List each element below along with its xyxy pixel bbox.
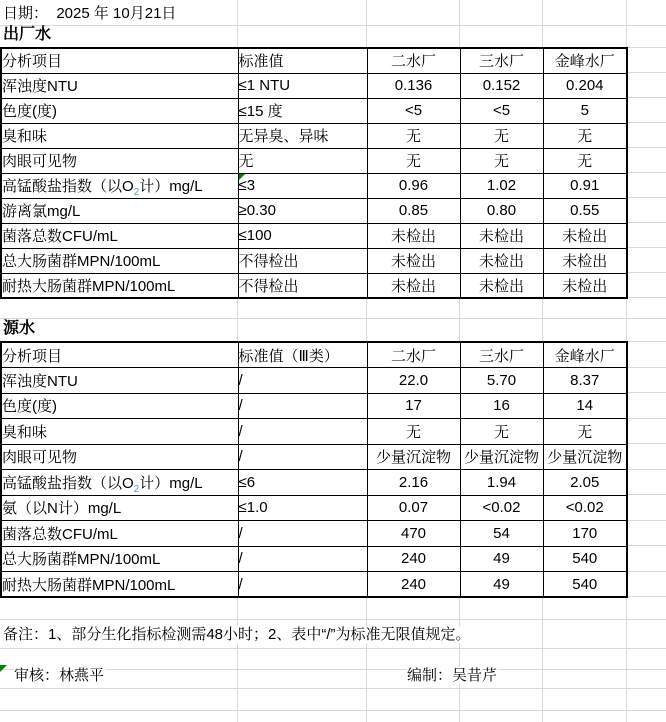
value-cell[interactable]: 240 — [367, 572, 460, 598]
value-cell[interactable]: 0.152 — [460, 73, 543, 98]
value-cell[interactable]: <0.02 — [543, 495, 627, 521]
standard-cell[interactable]: / — [238, 368, 367, 394]
table-row — [1, 173, 627, 198]
value-cell[interactable]: 未检出 — [367, 223, 460, 248]
standard-cell[interactable]: ≤100 — [238, 223, 367, 248]
item-cell[interactable]: 臭和味 — [1, 419, 238, 445]
header-cell[interactable]: 三水厂 — [460, 48, 543, 73]
grid-hline — [0, 318, 666, 319]
table-row — [1, 521, 627, 547]
table-row — [1, 393, 627, 419]
table-row — [1, 495, 627, 521]
value-cell[interactable]: 0.136 — [367, 73, 460, 98]
reviewer-cell[interactable]: 审核：林燕平 — [14, 667, 105, 684]
value-cell[interactable]: 2.16 — [367, 470, 460, 496]
value-cell[interactable]: 无 — [367, 419, 460, 445]
standard-cell[interactable]: / — [238, 393, 367, 419]
standard-cell[interactable]: / — [238, 444, 367, 470]
table-row — [1, 546, 627, 572]
grid-hline — [0, 688, 666, 689]
item-cell[interactable]: 浑浊度NTU — [1, 73, 238, 98]
table-row — [1, 444, 627, 470]
header-cell[interactable]: 三水厂 — [460, 342, 543, 368]
table-header-row — [1, 342, 627, 368]
section-title-source-water[interactable]: 源水 — [3, 320, 36, 337]
flag-triangle-icon — [0, 665, 7, 672]
value-cell[interactable]: 1.02 — [460, 173, 543, 198]
item-cell[interactable]: 高锰酸盐指数（以$O_2$计）mg/L — [1, 173, 238, 198]
value-cell[interactable]: 无 — [367, 148, 460, 173]
item-cell[interactable]: 色度(度) — [1, 98, 238, 123]
header-cell[interactable]: 标准值 — [238, 48, 367, 73]
table-row — [1, 148, 627, 173]
date-cell[interactable]: 日期： 2025 年 10月21日 — [3, 5, 177, 22]
value-cell[interactable]: 未检出 — [543, 223, 627, 248]
value-cell[interactable]: <0.02 — [460, 495, 543, 521]
standard-cell[interactable]: ≤15 度 — [238, 98, 367, 123]
value-cell[interactable]: 无 — [367, 123, 460, 148]
table-row — [1, 123, 627, 148]
table-row — [1, 248, 627, 273]
item-cell[interactable]: 臭和味 — [1, 123, 238, 148]
value-cell[interactable]: 无 — [460, 123, 543, 148]
standard-cell[interactable]: ≤3 — [238, 173, 367, 198]
item-cell[interactable]: 肉眼可见物 — [1, 444, 238, 470]
value-cell[interactable]: 0.96 — [367, 173, 460, 198]
value-cell[interactable]: 470 — [367, 521, 460, 547]
section-title-finished-water[interactable]: 出厂水 — [3, 26, 52, 43]
header-cell[interactable]: 金峰水厂 — [543, 342, 627, 368]
standard-cell[interactable]: 不得检出 — [238, 273, 367, 298]
value-cell[interactable]: 8.37 — [543, 368, 627, 394]
table-row — [1, 419, 627, 445]
header-cell[interactable]: 二水厂 — [367, 342, 460, 368]
value-cell[interactable]: 未检出 — [460, 223, 543, 248]
value-cell[interactable]: 5 — [543, 98, 627, 123]
value-cell[interactable]: 22.0 — [367, 368, 460, 394]
item-cell[interactable]: 色度(度) — [1, 393, 238, 419]
table-row — [1, 470, 627, 496]
header-cell[interactable]: 分析项目 — [1, 48, 238, 73]
value-cell[interactable]: 49 — [460, 572, 543, 598]
standard-cell[interactable]: ≤1.0 — [238, 495, 367, 521]
header-cell[interactable]: 二水厂 — [367, 48, 460, 73]
value-cell[interactable]: 无 — [460, 148, 543, 173]
header-cell[interactable]: 分析项目 — [1, 342, 238, 368]
table-row — [1, 73, 627, 98]
item-cell[interactable]: 总大肠菌群MPN/100mL — [1, 248, 238, 273]
standard-cell[interactable]: 不得检出 — [238, 248, 367, 273]
value-cell[interactable]: 16 — [460, 393, 543, 419]
value-cell[interactable]: 未检出 — [460, 273, 543, 298]
value-cell[interactable]: 无 — [543, 419, 627, 445]
standard-cell[interactable]: / — [238, 546, 367, 572]
table-row — [1, 273, 627, 298]
item-cell[interactable]: 总大肠菌群MPN/100mL — [1, 546, 238, 572]
value-cell[interactable]: 54 — [460, 521, 543, 547]
value-cell[interactable]: 未检出 — [367, 248, 460, 273]
grid-hline — [0, 710, 666, 711]
subscript-text: 2 — [133, 483, 140, 495]
value-cell[interactable]: 0.80 — [460, 198, 543, 223]
preparer-cell[interactable]: 编制：吴昔芹 — [407, 667, 498, 684]
item-cell[interactable]: 游离氯mg/L — [1, 198, 238, 223]
value-cell[interactable]: 0.55 — [543, 198, 627, 223]
header-cell[interactable]: 标准值（Ⅲ类） — [238, 342, 367, 368]
value-cell[interactable]: 少量沉淀物 — [543, 444, 627, 470]
value-cell[interactable]: 无 — [543, 123, 627, 148]
item-cell[interactable]: 菌落总数CFU/mL — [1, 223, 238, 248]
value-cell[interactable]: 未检出 — [543, 248, 627, 273]
header-cell[interactable]: 金峰水厂 — [543, 48, 627, 73]
subscript-text: 2 — [133, 187, 140, 198]
value-cell[interactable]: 0.91 — [543, 173, 627, 198]
value-cell[interactable]: 240 — [367, 546, 460, 572]
value-cell[interactable]: 1.94 — [460, 470, 543, 496]
value-cell[interactable]: <5 — [460, 98, 543, 123]
value-cell[interactable]: 0.204 — [543, 73, 627, 98]
table-row — [1, 198, 627, 223]
value-cell[interactable]: 2.05 — [543, 470, 627, 496]
standard-cell[interactable]: ≥0.30 — [238, 198, 367, 223]
table-header-row — [1, 48, 627, 73]
standard-cell[interactable]: 无异臭、异味 — [238, 123, 367, 148]
grid-hline — [0, 648, 666, 649]
source-water-table — [0, 341, 628, 598]
table-row — [1, 572, 627, 598]
value-cell[interactable]: 540 — [543, 546, 627, 572]
item-cell[interactable]: 耐热大肠菌群MPN/100mL — [1, 572, 238, 598]
value-cell[interactable]: 49 — [460, 546, 543, 572]
value-cell[interactable]: 无 — [460, 419, 543, 445]
standard-cell[interactable]: 无 — [238, 148, 367, 173]
value-cell[interactable]: 540 — [543, 572, 627, 598]
table-row — [1, 223, 627, 248]
item-cell[interactable]: 氨（以N计）mg/L — [1, 495, 238, 521]
grid-hline — [0, 25, 666, 26]
item-cell[interactable]: 浑浊度NTU — [1, 368, 238, 394]
value-cell[interactable]: 0.07 — [367, 495, 460, 521]
value-cell[interactable]: 14 — [543, 393, 627, 419]
standard-cell[interactable]: / — [238, 521, 367, 547]
standard-cell[interactable]: / — [238, 419, 367, 445]
value-cell[interactable]: 未检出 — [367, 273, 460, 298]
value-cell[interactable]: 未检出 — [543, 273, 627, 298]
table-row — [1, 368, 627, 394]
value-cell[interactable]: 少量沉淀物 — [460, 444, 543, 470]
item-cell[interactable]: 耐热大肠菌群MPN/100mL — [1, 273, 238, 298]
flag-triangle-icon — [239, 174, 245, 180]
item-cell[interactable]: 菌落总数CFU/mL — [1, 521, 238, 547]
standard-cell[interactable]: ≤6 — [238, 470, 367, 496]
standard-cell[interactable]: / — [238, 572, 367, 598]
value-cell[interactable]: 170 — [543, 521, 627, 547]
value-cell[interactable]: 无 — [543, 148, 627, 173]
item-cell[interactable]: 高锰酸盐指数（以$O_2$计）mg/L — [1, 470, 238, 496]
value-cell[interactable]: 5.70 — [460, 368, 543, 394]
standard-cell[interactable]: ≤1 NTU — [238, 73, 367, 98]
grid-hline — [0, 619, 666, 620]
value-cell[interactable]: 未检出 — [460, 248, 543, 273]
value-cell[interactable]: 17 — [367, 393, 460, 419]
note-cell[interactable]: 备注：1、部分生化指标检测需48小时；2、表中“/”为标准无限值规定。 — [3, 626, 471, 643]
item-cell[interactable]: 肉眼可见物 — [1, 148, 238, 173]
finished-water-table — [0, 47, 628, 299]
value-cell[interactable]: 少量沉淀物 — [367, 444, 460, 470]
value-cell[interactable]: <5 — [367, 98, 460, 123]
table-row — [1, 98, 627, 123]
value-cell[interactable]: 0.85 — [367, 198, 460, 223]
